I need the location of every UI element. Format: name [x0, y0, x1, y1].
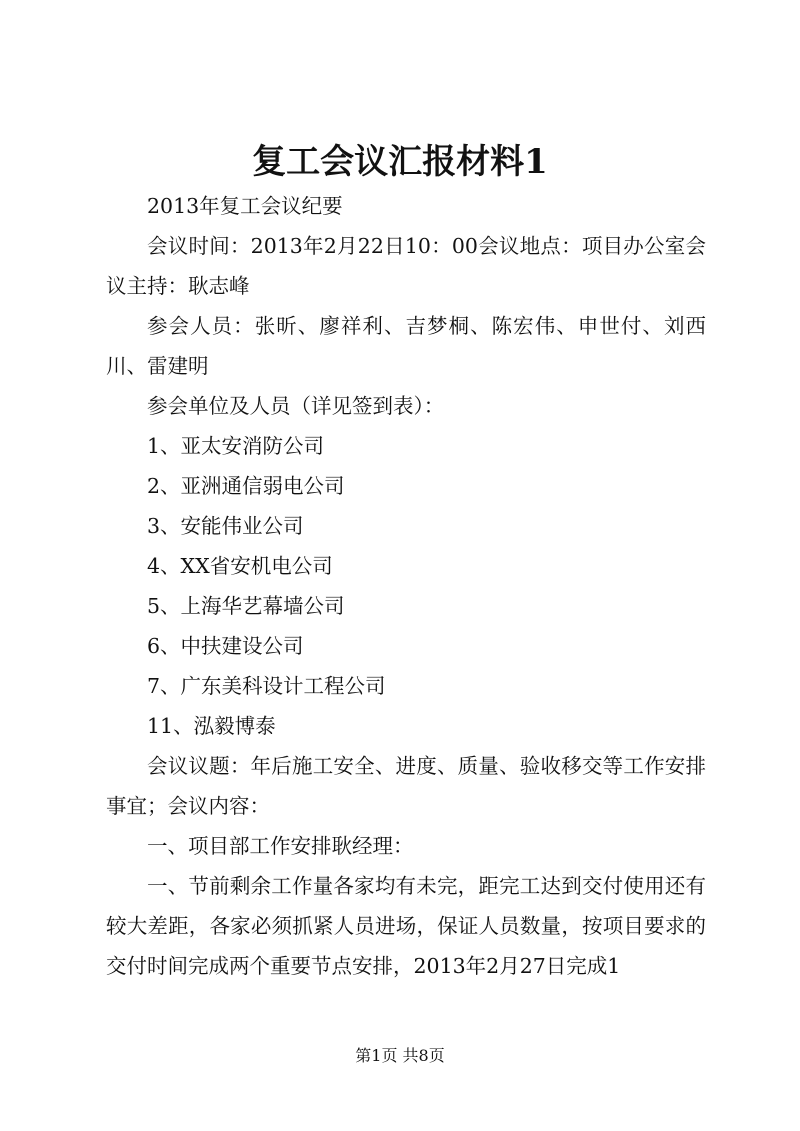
list-item-unit-1: 1、亚太安消防公司: [147, 434, 325, 458]
paragraph-topics: 会议议题：年后施工安全、进度、质量、验收移交等工作安排事宜；会议内容：: [106, 754, 706, 818]
paragraph-meeting-time: 会议时间：2013年2月22日10：00会议地点：项目办公室会议主持：耿志峰: [106, 234, 706, 298]
paragraph-section-heading: 一、项目部工作安排耿经理：: [147, 834, 414, 858]
list-item-unit-6: 6、中扶建设公司: [147, 634, 304, 658]
document-title: 复工会议汇报材料1: [252, 142, 548, 182]
paragraph-meeting-minutes: 2013年复工会议纪要: [147, 194, 343, 218]
paragraph-section-content: 一、节前剩余工作量各家均有未完，距完工达到交付使用还有较大差距，各家必须抓紧人员进场，保证人员数量，按项目要求的交付时间完成两个重要节点安排，2013年2月27日完成1: [106, 874, 706, 978]
page-footer: 第1页 共8页: [355, 1046, 445, 1065]
list-item-unit-7: 7、广东美科设计工程公司: [147, 674, 386, 698]
list-item-unit-11: 11、泓毅博泰: [147, 714, 276, 738]
document-body: [106, 186, 706, 986]
paragraph-attendees: 参会人员：张昕、廖祥利、吉梦桐、陈宏伟、申世付、刘西川、雷建明: [106, 314, 706, 378]
list-item-unit-3: 3、安能伟业公司: [147, 514, 304, 538]
list-item-unit-2: 2、亚洲通信弱电公司: [147, 474, 345, 498]
paragraph-units-heading: 参会单位及人员（详见签到表）：: [147, 394, 445, 418]
list-item-unit-5: 5、上海华艺幕墙公司: [147, 594, 345, 618]
list-item-unit-4: 4、XX省安机电公司: [147, 554, 333, 578]
